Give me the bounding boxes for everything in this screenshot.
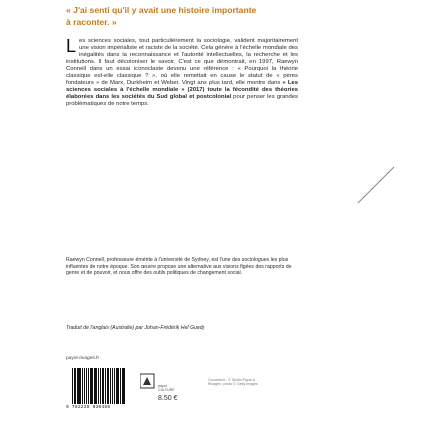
author-bio: Raewyn Connell, professeure émérite à l'université de Sydney, est l'une des sociologues les plus influentes de notre époque. Son œuvre propose une alternative aux visions figées des rapports de genre et de pouvoir, et nous offre des outils politiques de changement social.	[66, 257, 292, 276]
translation-credit: Traduit de l'anglais (Australie) par Johan-Frédérik Hel Guedj	[66, 325, 204, 331]
price: 8.50 €	[158, 395, 178, 402]
publisher-collection	[158, 384, 188, 392]
blurb-paragraph	[66, 38, 298, 108]
cover-credit: Couverture : © Studio Payot & Rivages ; photo © Getty Images	[208, 378, 258, 387]
isbn-number: 9 782228 930456	[66, 405, 111, 410]
brand-name: payot	[158, 384, 167, 388]
blurb-text-start: es sciences sociales, tout particulièrement la sociologie, valident majoritairement une vision impérialiste et raciste de la société. Cela génère à l'échelle mondiale des inégalités dans la reconnaissance et l'autorité intellectuelles, la recherche et les institutions. Il faut décoloniser le savoir. C'est ce que démontrait, en 1997, Raewyn Connell dans un essai iconoclaste devenu une référence : « Pourquoi la théorie classique est-elle classique ? », où elle remettait en cause le statut de « pères fondateurs » de Marx, Durkheim et Weber. Vingt ans plus tard, elle montre dans	[66, 38, 298, 87]
blurb-text-end: pour penser les grandes problématiques de notre temps.	[66, 94, 298, 108]
publisher-url: payot-rivages.fr	[66, 356, 100, 361]
drop-cap: L	[66, 36, 77, 56]
brand-sub: CULTURE	[158, 388, 175, 392]
pull-quote	[66, 4, 316, 28]
decorative-slash-icon	[356, 165, 396, 205]
barcode	[66, 368, 128, 412]
pull-quote-line-2: à raconter. »	[66, 17, 117, 27]
blurb	[66, 38, 298, 108]
pull-quote-line-1: « J'ai senti qu'il y avait une histoire importante	[66, 5, 257, 15]
barcode-bars	[72, 368, 126, 404]
blurb-bold-text: « Les sciences sociales à l'échelle mondiale » (2017) toute la fécondité des théories élaborées dans les sociétés du Sud global et postcolonial	[66, 80, 298, 101]
